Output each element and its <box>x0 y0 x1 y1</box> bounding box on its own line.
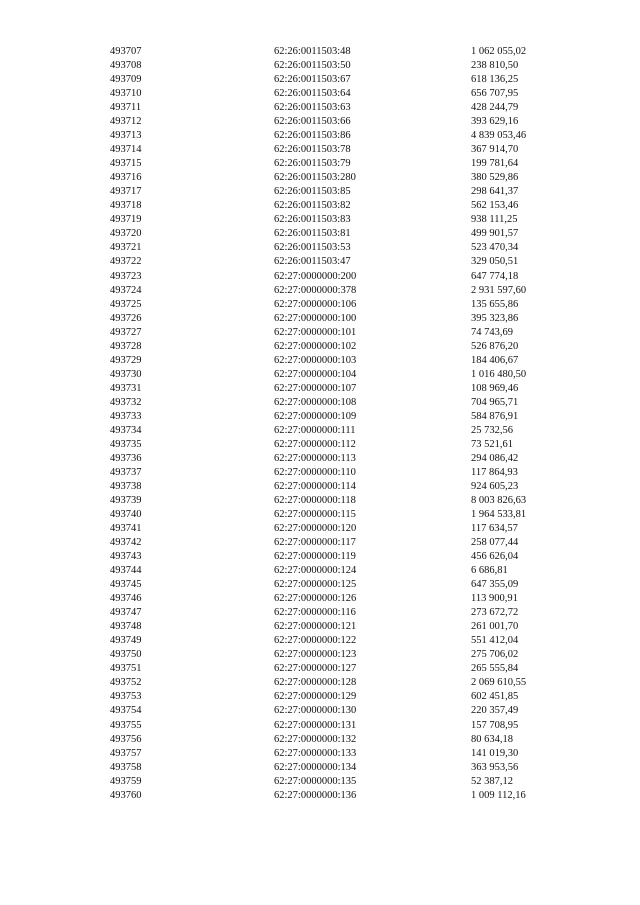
cadastral-value-cell: 938 111,25 <box>471 214 518 226</box>
row-number-cell: 493724 <box>110 284 142 296</box>
cadastral-number-cell: 62:27:0000000:128 <box>274 677 357 689</box>
cadastral-value-cell: 499 901,57 <box>471 228 519 240</box>
table-row <box>110 550 561 564</box>
table-row <box>110 733 561 747</box>
cadastral-value-cell: 298 641,37 <box>471 186 519 198</box>
table-row <box>110 199 561 213</box>
row-number-cell: 493744 <box>110 565 142 577</box>
cadastral-value-cell: 523 470,34 <box>471 242 519 254</box>
cadastral-number-cell: 62:27:0000000:136 <box>274 789 357 801</box>
table-row <box>110 101 561 115</box>
cadastral-number-cell: 62:27:0000000:108 <box>274 396 357 408</box>
cadastral-number-cell: 62:27:0000000:127 <box>274 663 357 675</box>
row-number-cell: 493753 <box>110 691 142 703</box>
table-row <box>110 424 561 438</box>
cadastral-number-cell: 62:26:0011503:53 <box>274 242 351 254</box>
row-number-cell: 493745 <box>110 579 142 591</box>
cadastral-number-cell: 62:27:0000000:117 <box>274 537 356 549</box>
cadastral-value-cell: 618 136,25 <box>471 74 519 86</box>
row-number-cell: 493760 <box>110 789 142 801</box>
row-number-cell: 493735 <box>110 438 142 450</box>
row-number-cell: 493710 <box>110 88 142 100</box>
row-number-cell: 493717 <box>110 186 142 198</box>
cadastral-number-cell: 62:26:0011503:81 <box>274 228 351 240</box>
table-row <box>110 312 561 326</box>
cadastral-number-cell: 62:27:0000000:123 <box>274 649 357 661</box>
table-row <box>110 354 561 368</box>
table-row <box>110 185 561 199</box>
cadastral-number-cell: 62:26:0011503:83 <box>274 214 351 226</box>
table-row <box>110 87 561 101</box>
cadastral-value-cell: 2 069 610,55 <box>471 677 527 689</box>
table-row <box>110 143 561 157</box>
table-row <box>110 690 561 704</box>
cadastral-number-cell: 62:26:0011503:79 <box>274 158 351 170</box>
cadastral-number-cell: 62:27:0000000:200 <box>274 270 357 282</box>
cadastral-value-cell: 924 605,23 <box>471 480 519 492</box>
table-row <box>110 676 561 690</box>
row-number-cell: 493713 <box>110 130 142 142</box>
row-number-cell: 493756 <box>110 733 142 745</box>
cadastral-number-cell: 62:27:0000000:118 <box>274 495 356 506</box>
row-number-cell: 493722 <box>110 256 142 268</box>
table-row <box>110 747 561 761</box>
cadastral-value-cell: 1 009 112,16 <box>471 789 526 801</box>
row-number-cell: 493737 <box>110 466 142 478</box>
cadastral-value-cell: 184 406,67 <box>471 354 519 366</box>
cadastral-number-cell: 62:26:0011503:63 <box>274 102 351 114</box>
row-number-cell: 493740 <box>110 509 142 521</box>
row-number-cell: 493738 <box>110 480 142 492</box>
cadastral-number-cell: 62:26:0011503:85 <box>274 186 351 198</box>
table-row <box>110 171 561 185</box>
cadastral-value-cell: 1 016 480,50 <box>471 368 527 380</box>
cadastral-number-cell: 62:27:0000000:124 <box>274 565 357 577</box>
cadastral-number-cell: 62:26:0011503:280 <box>274 172 356 184</box>
table-row <box>110 508 561 522</box>
cadastral-number-cell: 62:27:0000000:378 <box>274 284 357 296</box>
cadastral-number-cell: 62:26:0011503:86 <box>274 130 351 142</box>
cadastral-value-cell: 220 357,49 <box>471 705 519 717</box>
table-row <box>110 298 561 312</box>
cadastral-number-cell: 62:27:0000000:103 <box>274 354 357 366</box>
cadastral-value-cell: 117 634,57 <box>471 523 518 535</box>
cadastral-number-cell: 62:26:0011503:67 <box>274 74 351 86</box>
cadastral-value-cell: 265 555,84 <box>471 663 519 675</box>
cadastral-number-cell: 62:27:0000000:125 <box>274 579 357 591</box>
cadastral-number-cell: 62:27:0000000:135 <box>274 775 357 787</box>
row-number-cell: 493743 <box>110 551 142 563</box>
row-number-cell: 493714 <box>110 144 142 156</box>
cadastral-value-cell: 1 964 533,81 <box>471 509 527 521</box>
row-number-cell: 493733 <box>110 410 142 422</box>
cadastral-value-cell: 73 521,61 <box>471 438 513 450</box>
cadastral-value-cell: 80 634,18 <box>471 733 513 745</box>
row-number-cell: 493749 <box>110 635 142 647</box>
table-row <box>110 452 561 466</box>
table-row <box>110 129 561 143</box>
cadastral-value-cell: 52 387,12 <box>471 775 513 787</box>
cadastral-value-cell: 526 876,20 <box>471 340 519 352</box>
cadastral-value-table <box>110 45 561 803</box>
row-number-cell: 493732 <box>110 396 142 408</box>
cadastral-number-cell: 62:27:0000000:131 <box>274 719 357 731</box>
cadastral-number-cell: 62:26:0011503:66 <box>274 116 351 128</box>
table-row <box>110 255 561 269</box>
row-number-cell: 493712 <box>110 116 142 128</box>
row-number-cell: 493708 <box>110 60 142 72</box>
cadastral-value-cell: 647 774,18 <box>471 270 519 282</box>
table-row <box>110 284 561 298</box>
table-row <box>110 704 561 718</box>
table-row <box>110 241 561 255</box>
cadastral-number-cell: 62:27:0000000:133 <box>274 747 357 759</box>
cadastral-value-cell: 704 965,71 <box>471 396 519 408</box>
table-row <box>110 564 561 578</box>
table-row <box>110 396 561 410</box>
cadastral-value-cell: 428 244,79 <box>471 102 519 114</box>
cadastral-number-cell: 62:27:0000000:111 <box>274 424 356 436</box>
cadastral-value-cell: 656 707,95 <box>471 88 519 100</box>
cadastral-value-cell: 456 626,04 <box>471 551 519 563</box>
cadastral-number-cell: 62:27:0000000:100 <box>274 312 357 324</box>
row-number-cell: 493727 <box>110 326 142 338</box>
row-number-cell: 493723 <box>110 270 142 282</box>
table-row <box>110 213 561 227</box>
cadastral-number-cell: 62:27:0000000:132 <box>274 733 357 745</box>
row-number-cell: 493741 <box>110 523 142 535</box>
cadastral-number-cell: 62:27:0000000:122 <box>274 635 357 647</box>
row-number-cell: 493707 <box>110 46 142 57</box>
table-row <box>110 775 561 789</box>
cadastral-value-cell: 584 876,91 <box>471 410 519 422</box>
row-number-cell: 493730 <box>110 368 142 380</box>
cadastral-value-cell: 6 686,81 <box>471 565 508 577</box>
cadastral-value-cell: 238 810,50 <box>471 60 519 72</box>
cadastral-value-cell: 562 153,46 <box>471 200 519 212</box>
table-row <box>110 382 561 396</box>
table-row <box>110 620 561 634</box>
row-number-cell: 493750 <box>110 649 142 661</box>
cadastral-value-cell: 363 953,56 <box>471 761 519 773</box>
row-number-cell: 493711 <box>110 102 142 114</box>
cadastral-number-cell: 62:26:0011503:47 <box>274 256 351 268</box>
cadastral-number-cell: 62:26:0011503:64 <box>274 88 351 100</box>
table-row <box>110 410 561 424</box>
table-row <box>110 592 561 606</box>
cadastral-number-cell: 62:27:0000000:101 <box>274 326 357 338</box>
cadastral-number-cell: 62:26:0011503:48 <box>274 46 351 57</box>
cadastral-value-cell: 275 706,02 <box>471 649 519 661</box>
row-number-cell: 493715 <box>110 158 142 170</box>
cadastral-value-cell: 258 077,44 <box>471 537 519 549</box>
cadastral-value-cell: 108 969,46 <box>471 382 519 394</box>
cadastral-number-cell: 62:27:0000000:112 <box>274 438 356 450</box>
cadastral-number-cell: 62:27:0000000:116 <box>274 607 356 619</box>
cadastral-number-cell: 62:27:0000000:120 <box>274 523 357 535</box>
cadastral-value-cell: 117 864,93 <box>471 466 518 478</box>
row-number-cell: 493718 <box>110 200 142 212</box>
row-number-cell: 493742 <box>110 537 142 549</box>
table-row <box>110 270 561 284</box>
table-row <box>110 536 561 550</box>
row-number-cell: 493757 <box>110 747 142 759</box>
table-row <box>110 227 561 241</box>
row-number-cell: 493719 <box>110 214 142 226</box>
cadastral-number-cell: 62:26:0011503:82 <box>274 200 351 212</box>
table-row <box>110 522 561 536</box>
table-body <box>110 45 561 803</box>
table-row <box>110 466 561 480</box>
cadastral-value-cell: 157 708,95 <box>471 719 519 731</box>
row-number-cell: 493747 <box>110 607 142 619</box>
row-number-cell: 493751 <box>110 663 142 675</box>
row-number-cell: 493734 <box>110 424 142 436</box>
table-row <box>110 634 561 648</box>
cadastral-value-cell: 141 019,30 <box>471 747 519 759</box>
row-number-cell: 493759 <box>110 775 142 787</box>
table-row <box>110 648 561 662</box>
row-number-cell: 493716 <box>110 172 142 184</box>
row-number-cell: 493752 <box>110 677 142 689</box>
row-number-cell: 493725 <box>110 298 142 310</box>
row-number-cell: 493721 <box>110 242 142 254</box>
cadastral-number-cell: 62:26:0011503:78 <box>274 144 351 156</box>
cadastral-value-cell: 1 062 055,02 <box>471 46 527 57</box>
row-number-cell: 493755 <box>110 719 142 731</box>
cadastral-value-cell: 74 743,69 <box>471 326 513 338</box>
cadastral-number-cell: 62:27:0000000:102 <box>274 340 357 352</box>
table-row <box>110 115 561 129</box>
cadastral-value-cell: 25 732,56 <box>471 424 513 436</box>
cadastral-value-cell: 395 323,86 <box>471 312 519 324</box>
table-row <box>110 59 561 73</box>
cadastral-value-cell: 367 914,70 <box>471 144 519 156</box>
row-number-cell: 493736 <box>110 452 142 464</box>
table-row <box>110 578 561 592</box>
table-row <box>110 340 561 354</box>
table-row <box>110 606 561 620</box>
table-row <box>110 368 561 382</box>
table-row <box>110 761 561 775</box>
table-row <box>110 45 561 59</box>
cadastral-number-cell: 62:27:0000000:109 <box>274 410 357 422</box>
cadastral-number-cell: 62:27:0000000:110 <box>274 466 356 478</box>
table-row <box>110 73 561 87</box>
table-row <box>110 789 561 803</box>
row-number-cell: 493729 <box>110 354 142 366</box>
table-row <box>110 480 561 494</box>
cadastral-number-cell: 62:27:0000000:121 <box>274 621 357 633</box>
cadastral-value-cell: 380 529,86 <box>471 172 519 184</box>
row-number-cell: 493748 <box>110 621 142 633</box>
table-row <box>110 438 561 452</box>
table-row <box>110 326 561 340</box>
cadastral-number-cell: 62:27:0000000:106 <box>274 298 357 310</box>
row-number-cell: 493746 <box>110 593 142 605</box>
cadastral-value-cell: 8 003 826,63 <box>471 495 527 506</box>
cadastral-number-cell: 62:27:0000000:104 <box>274 368 357 380</box>
table-row <box>110 494 561 508</box>
cadastral-number-cell: 62:27:0000000:119 <box>274 551 356 563</box>
cadastral-value-cell: 551 412,04 <box>471 635 519 647</box>
cadastral-number-cell: 62:27:0000000:114 <box>274 480 356 492</box>
table-row <box>110 662 561 676</box>
table-row <box>110 719 561 733</box>
cadastral-value-cell: 2 931 597,60 <box>471 284 527 296</box>
cadastral-number-cell: 62:27:0000000:107 <box>274 382 357 394</box>
cadastral-value-cell: 4 839 053,46 <box>471 130 527 142</box>
cadastral-number-cell: 62:27:0000000:113 <box>274 452 356 464</box>
cadastral-value-cell: 329 050,51 <box>471 256 519 268</box>
cadastral-value-cell: 199 781,64 <box>471 158 519 170</box>
cadastral-value-cell: 294 086,42 <box>471 452 519 464</box>
row-number-cell: 493739 <box>110 495 142 506</box>
row-number-cell: 493709 <box>110 74 142 86</box>
cadastral-value-cell: 261 001,70 <box>471 621 519 633</box>
cadastral-value-cell: 647 355,09 <box>471 579 519 591</box>
cadastral-value-cell: 273 672,72 <box>471 607 519 619</box>
cadastral-value-cell: 393 629,16 <box>471 116 519 128</box>
cadastral-value-cell: 135 655,86 <box>471 298 519 310</box>
cadastral-value-cell: 602 451,85 <box>471 691 519 703</box>
row-number-cell: 493728 <box>110 340 142 352</box>
row-number-cell: 493731 <box>110 382 142 394</box>
cadastral-number-cell: 62:27:0000000:115 <box>274 509 356 521</box>
cadastral-number-cell: 62:27:0000000:130 <box>274 705 357 717</box>
row-number-cell: 493726 <box>110 312 142 324</box>
row-number-cell: 493754 <box>110 705 142 717</box>
row-number-cell: 493758 <box>110 761 142 773</box>
cadastral-number-cell: 62:27:0000000:126 <box>274 593 357 605</box>
cadastral-number-cell: 62:27:0000000:134 <box>274 761 357 773</box>
row-number-cell: 493720 <box>110 228 142 240</box>
cadastral-value-cell: 113 900,91 <box>471 593 518 605</box>
cadastral-number-cell: 62:27:0000000:129 <box>274 691 357 703</box>
cadastral-number-cell: 62:26:0011503:50 <box>274 60 351 72</box>
table-row <box>110 157 561 171</box>
